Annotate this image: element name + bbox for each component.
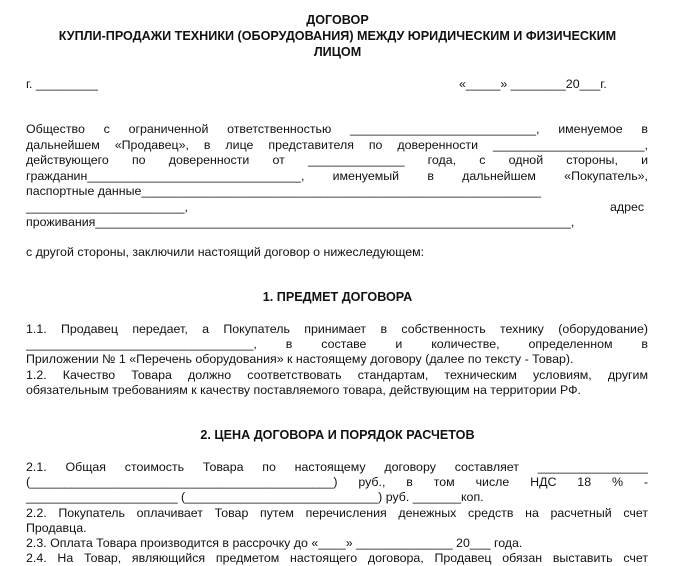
section-2-line: 2.1. Общая стоимость Товара по настоящему договору составляет ________________ [26, 460, 648, 474]
intro-line: Общество с ограниченной ответственностью ___________________________, именуемое в [26, 122, 648, 136]
section-2-line: (____________________________________________) руб., в том числе НДС 18 % - [26, 475, 648, 489]
section-2-line: 2.2. Покупатель оплачивает Товар путем перечисления денежных средств на расчетный счет [26, 506, 648, 520]
section-1-line: 1.1. Продавец передает, а Покупатель принимает в собственность технику (оборудование) [26, 322, 648, 336]
date-field: «_____» ________20___г. [459, 77, 607, 91]
intro-line: _______________________, [26, 200, 188, 214]
section-1-line: обязательным требованиям к качеству поставляемого товара, действующим на территории РФ. [26, 383, 582, 397]
intro-line: гражданин_______________________________, именуемый в дальнейшем «Покупатель», [26, 169, 648, 183]
doc-title-line-3: ЛИЦОМ [313, 45, 362, 59]
section-2-line: Продавца. [26, 521, 87, 535]
intro-line: паспортные данные__________________________________________________________ [26, 184, 542, 198]
section-2-heading: 2. ЦЕНА ДОГОВОРА И ПОРЯДОК РАСЧЕТОВ [200, 428, 475, 442]
intro-line: дальнейшем «Продавец», в лице представителя по доверенности ______________________, [26, 138, 648, 152]
intro-line-address-label: адрес [610, 200, 645, 214]
intro-line: с другой стороны, заключили настоящий договор о нижеследующем: [26, 245, 425, 259]
section-2-line: 2.3. Оплата Товара производится в рассрочку до «____» ______________ 20___ года. [26, 536, 523, 550]
section-2-line: 2.4. На Товар, являющийся предметом настоящего договора, Продавец обязан выставить счет [26, 551, 648, 565]
city-field: г. _________ [26, 77, 98, 91]
intro-line: проживания_____________________________________________________________________, [26, 215, 575, 229]
doc-title-line-2: КУПЛИ-ПРОДАЖИ ТЕХНИКИ (ОБОРУДОВАНИЯ) МЕЖДУ ЮРИДИЧЕСКИМ И ФИЗИЧЕСКИМ [58, 29, 617, 43]
doc-title-line-1: ДОГОВОР [306, 13, 369, 27]
section-1-line: _________________________________, в составе и количестве, определенном в [26, 337, 648, 351]
section-1-line: Приложении № 1 «Перечень оборудования» к настоящему договору (далее по тексту - Товар). [26, 352, 574, 366]
section-1-line: 1.2. Качество Товара должно соответствовать стандартам, техническим условиям, другим [26, 368, 648, 382]
intro-line: действующего по доверенности от ______________ года, с одной стороны, и [26, 153, 648, 167]
section-2-line: ______________________ (____________________________) руб. _______коп. [26, 490, 484, 504]
section-1-heading: 1. ПРЕДМЕТ ДОГОВОРА [262, 290, 413, 304]
